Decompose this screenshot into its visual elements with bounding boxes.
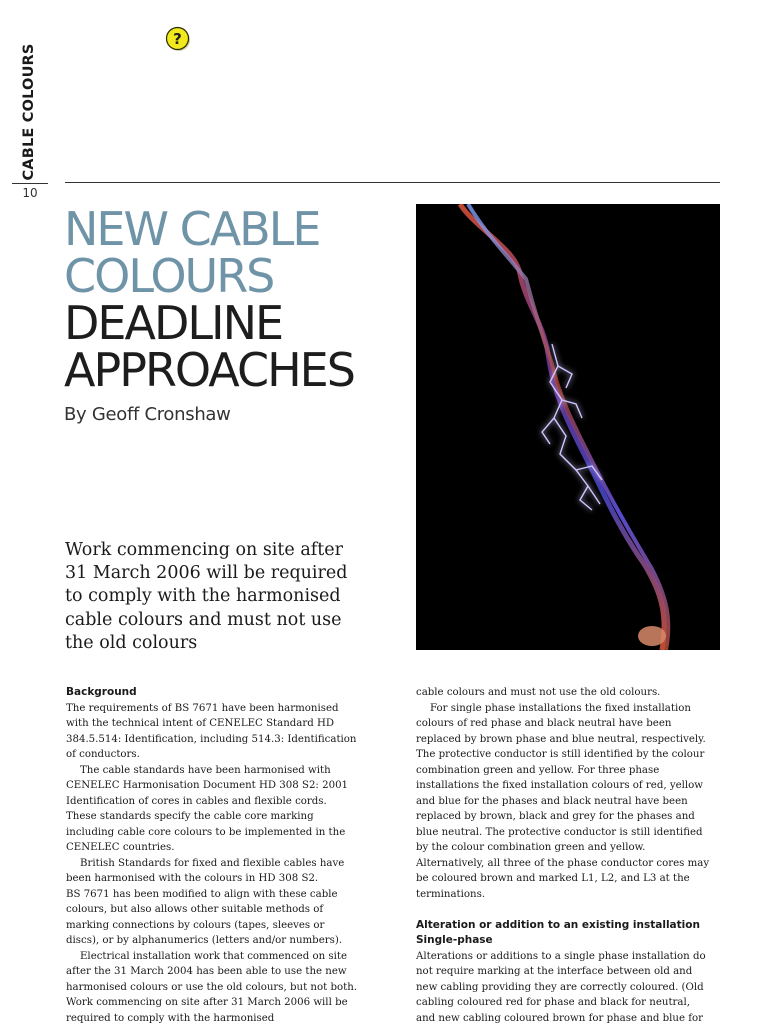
headline-line: APPROACHES <box>64 347 404 394</box>
help-question-icon-graphic <box>165 26 191 52</box>
article-column-left <box>66 685 358 1026</box>
body-paragraph: The requirements of BS 7671 have been harmonised with the technical intent of CENELEC Standard HD 384.5.514: Identification, including 514.3: Identification of conductors. <box>66 701 358 763</box>
body-paragraph: British Standards for fixed and flexible cables have been harmonised with the colours in HD 308 S2. <box>66 856 358 887</box>
body-paragraph: The cable standards have been harmonised with CENELEC Harmonisation Document HD 308 S2: 2001 Identification of cores in cables and flexible cords. These standards specify the cable core marking including cable core colours to be implemented in the CENELEC countries. <box>66 763 358 856</box>
svg-text:?: ? <box>173 30 182 48</box>
section-heading: Alteration or addition to an existing installation <box>416 918 712 934</box>
section-label <box>14 48 44 176</box>
side-divider <box>12 183 48 184</box>
headline-line: NEW CABLE <box>64 206 404 253</box>
cable-spark-illustration <box>416 204 720 650</box>
cable-spark-photo <box>416 204 720 650</box>
section-heading: Background <box>66 685 358 701</box>
header-rule <box>65 182 720 183</box>
body-paragraph: BS 7671 has been modified to align with these cable colours, but also allows other suitable methods of marking connections by colours (tapes, sleeves or discs), or by alphanumerics (letters and/or numbers). <box>66 887 358 949</box>
headline-line: DEADLINE <box>64 300 404 347</box>
standfirst: Work commencing on site after 31 March 2006 will be required to comply with the harmonised cable colours and must not use the old colours <box>65 539 357 655</box>
page-number: 10 <box>12 186 48 200</box>
help-question-icon[interactable] <box>165 26 191 52</box>
byline: By Geoff Cronshaw <box>64 404 231 425</box>
body-paragraph: For single phase installations the fixed installation colours of red phase and black neutral have been replaced by brown phase and blue neutral, respectively. The protective conductor is still identified by the colour combination green and yellow. For three phase installations the fixed installation colours of red, yellow and blue for the phases and black neutral have been replaced by brown, black and grey for the phases and blue neutral. The protective conductor is still identified by the colour combination green and yellow. Alternatively, all three of the phase conductor cores may be coloured brown and marked L1, L2, and L3 at the terminations. <box>416 701 712 903</box>
body-paragraph: Electrical installation work that commenced on site after the 31 March 2004 has been able to use the new harmonised colours or use the old colours, but not both. Work commencing on site after 31 March 2006 will be required to comply with the harmonised <box>66 949 358 1026</box>
paragraph-gap <box>416 902 712 918</box>
section-label-text: CABLE COLOURS <box>21 43 37 180</box>
article-column-right <box>416 685 712 1026</box>
headline-line: COLOURS <box>64 253 404 300</box>
headline <box>64 206 404 394</box>
body-paragraph: Alterations or additions to a single phase installation do not require marking at the interface between old and new cabling providing they are correctly coloured. (Old cabling coloured red for phase and black for neutral, and new cabling coloured brown for phase and blue for <box>416 949 712 1026</box>
section-subheading: Single-phase <box>416 933 712 949</box>
body-paragraph: cable colours and must not use the old colours. <box>416 685 712 701</box>
